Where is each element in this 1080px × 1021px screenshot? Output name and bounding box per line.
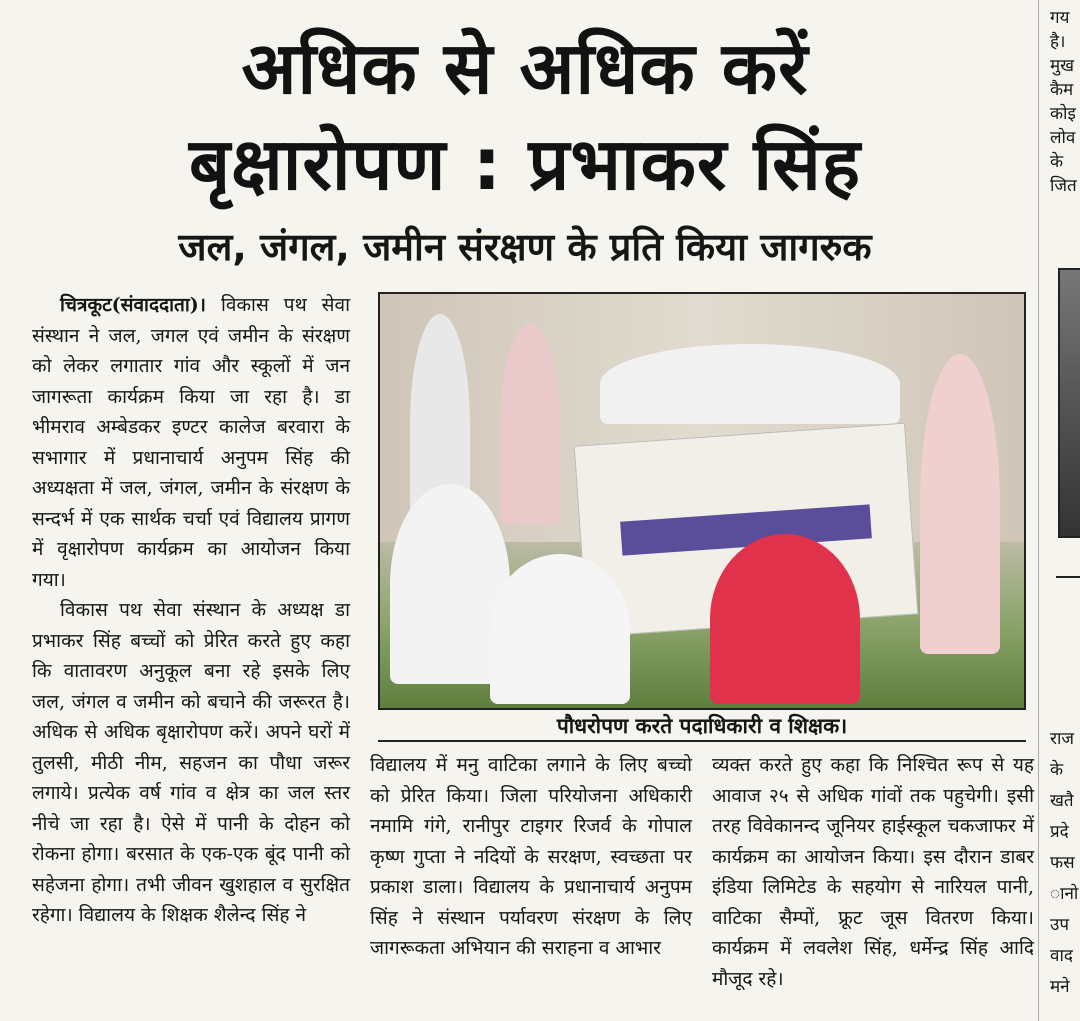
column-1-paragraph-1: विकास पथ सेवा संस्थान ने जल, जगल एवं जमीन के संरक्षण को लेकर लगातार गांव और स्कूलों में जन जागरूता कार्यक्रम किया जा रहा है। डा भीमराव अम्बेडकर इण्टर कालेज बरवारा के सभागार में प्रधानाचार्य अनुपम सिंह की अध्यक्षता में जल, जंगल, जमीन के संरक्षण के सन्दर्भ में एक सार्थक चर्चा एवं विद्यालय प्रागण में वृक्षारोपण कार्यक्रम का आयोजन किया गया। <box>32 294 351 591</box>
adjacent-line: है। <box>1050 32 1066 52</box>
column-divider <box>1038 0 1039 1021</box>
headline <box>20 20 1030 212</box>
adjacent-line: ानो <box>1050 884 1079 904</box>
adjacent-line: उप <box>1050 915 1069 935</box>
adjacent-line: मने <box>1050 977 1070 997</box>
article-column-3 <box>712 750 1034 994</box>
adjacent-column-bottom <box>1050 724 1080 1003</box>
adjacent-line: गय <box>1050 8 1070 28</box>
photo-caption: पौधरोपण करते पदाधिकारी व शिक्षक। <box>378 712 1026 742</box>
photo-figure <box>500 324 560 524</box>
adjacent-line: के <box>1050 760 1064 780</box>
article-column-2 <box>370 750 692 964</box>
adjacent-line: प्रदे <box>1050 822 1069 842</box>
photo-figure <box>710 534 860 704</box>
adjacent-line: खतै <box>1050 791 1074 811</box>
photo-figure-group <box>600 344 900 424</box>
column-3-text: व्यक्त करते हुए कहा कि निश्चित रूप से यह आवाज २५ से अधिक गांवों तक पहुचेगी। इसी तरह विवेकानन्द जूनियर हाईस्कूल चकजाफर में कार्यक्रम का आयोजन किया। इस दौरान डाबर इंडिया लिमिटेड के सहयोग से नारियल पानी, वाटिका सैम्पों, फ्रूट जूस वितरण किया। कार्यक्रम में लवलेश सिंह, धर्मेन्द्र सिंह आदि मौजूद रहे। <box>712 754 1034 990</box>
adjacent-photo <box>1058 268 1080 538</box>
adjacent-line: कैम <box>1050 80 1074 100</box>
photo-figure <box>920 354 1000 654</box>
event-photo <box>378 292 1026 710</box>
adjacent-line: वाद <box>1050 946 1073 966</box>
adjacent-rule <box>1056 576 1080 578</box>
adjacent-column-top <box>1050 6 1080 198</box>
adjacent-line: फस <box>1050 853 1075 873</box>
column-2-text: विद्यालय में मनु वाटिका लगाने के लिए बच्चो को प्रेरित किया। जिला परियोजना अधिकारी नमामि गंगे, रानीपुर टाइगर रिजर्व के गोपाल कृष्ण गुप्ता ने नदियों के सरक्षण, स्वच्छता पर प्रकाश डाला। विद्यालय के प्रधानाचार्य अनुपम सिंह ने संस्थान पर्यावरण संरक्षण के लिए जागरूकता अभियान की सराहना व आभार <box>370 754 692 959</box>
photo-figure <box>490 554 630 704</box>
adjacent-line: मुख <box>1050 56 1075 76</box>
adjacent-line: के <box>1050 152 1064 172</box>
adjacent-line: लोव <box>1050 128 1076 148</box>
headline-line-1: अधिक से अधिक करें <box>241 26 809 110</box>
subheadline: जल, जंगल, जमीन संरक्षण के प्रति किया जागरुक <box>178 225 872 269</box>
adjacent-line: जित <box>1050 176 1077 196</box>
column-1-paragraph-2: विकास पथ सेवा संस्थान के अध्यक्ष डा प्रभाकर सिंह बच्चों को प्रेरित करते हुए कहा कि वातावरण अनुकूल बना रहे इसके लिए जल, जंगल व जमीन को बचाने की जरूरत है। अधिक से अधिक बृक्षारोपण करें। अपने घरों में तुलसी, मीठी नीम, सहजन का पौधा जरूर लगाये। प्रत्येक वर्ष गांव व क्षेत्र का जल स्तर नीचे जा रहा है। ऐसे में पानी के दोहन को रोकना होगा। बरसात के एक-एक बूंद पानी को सहेजना होगा। तभी जीवन खुशहाल व सुरक्षित रहेगा। विद्यालय के शिक्षक शैलेन्द सिंह ने <box>32 599 350 926</box>
adjacent-line: कोइ <box>1050 104 1076 124</box>
headline-line-2: बृक्षारोपण : प्रभाकर सिंह <box>189 122 861 206</box>
dateline: चित्रकूट(संवाददाता)। <box>60 294 207 316</box>
article-column-1 <box>32 290 350 931</box>
adjacent-line: राज <box>1050 729 1074 749</box>
